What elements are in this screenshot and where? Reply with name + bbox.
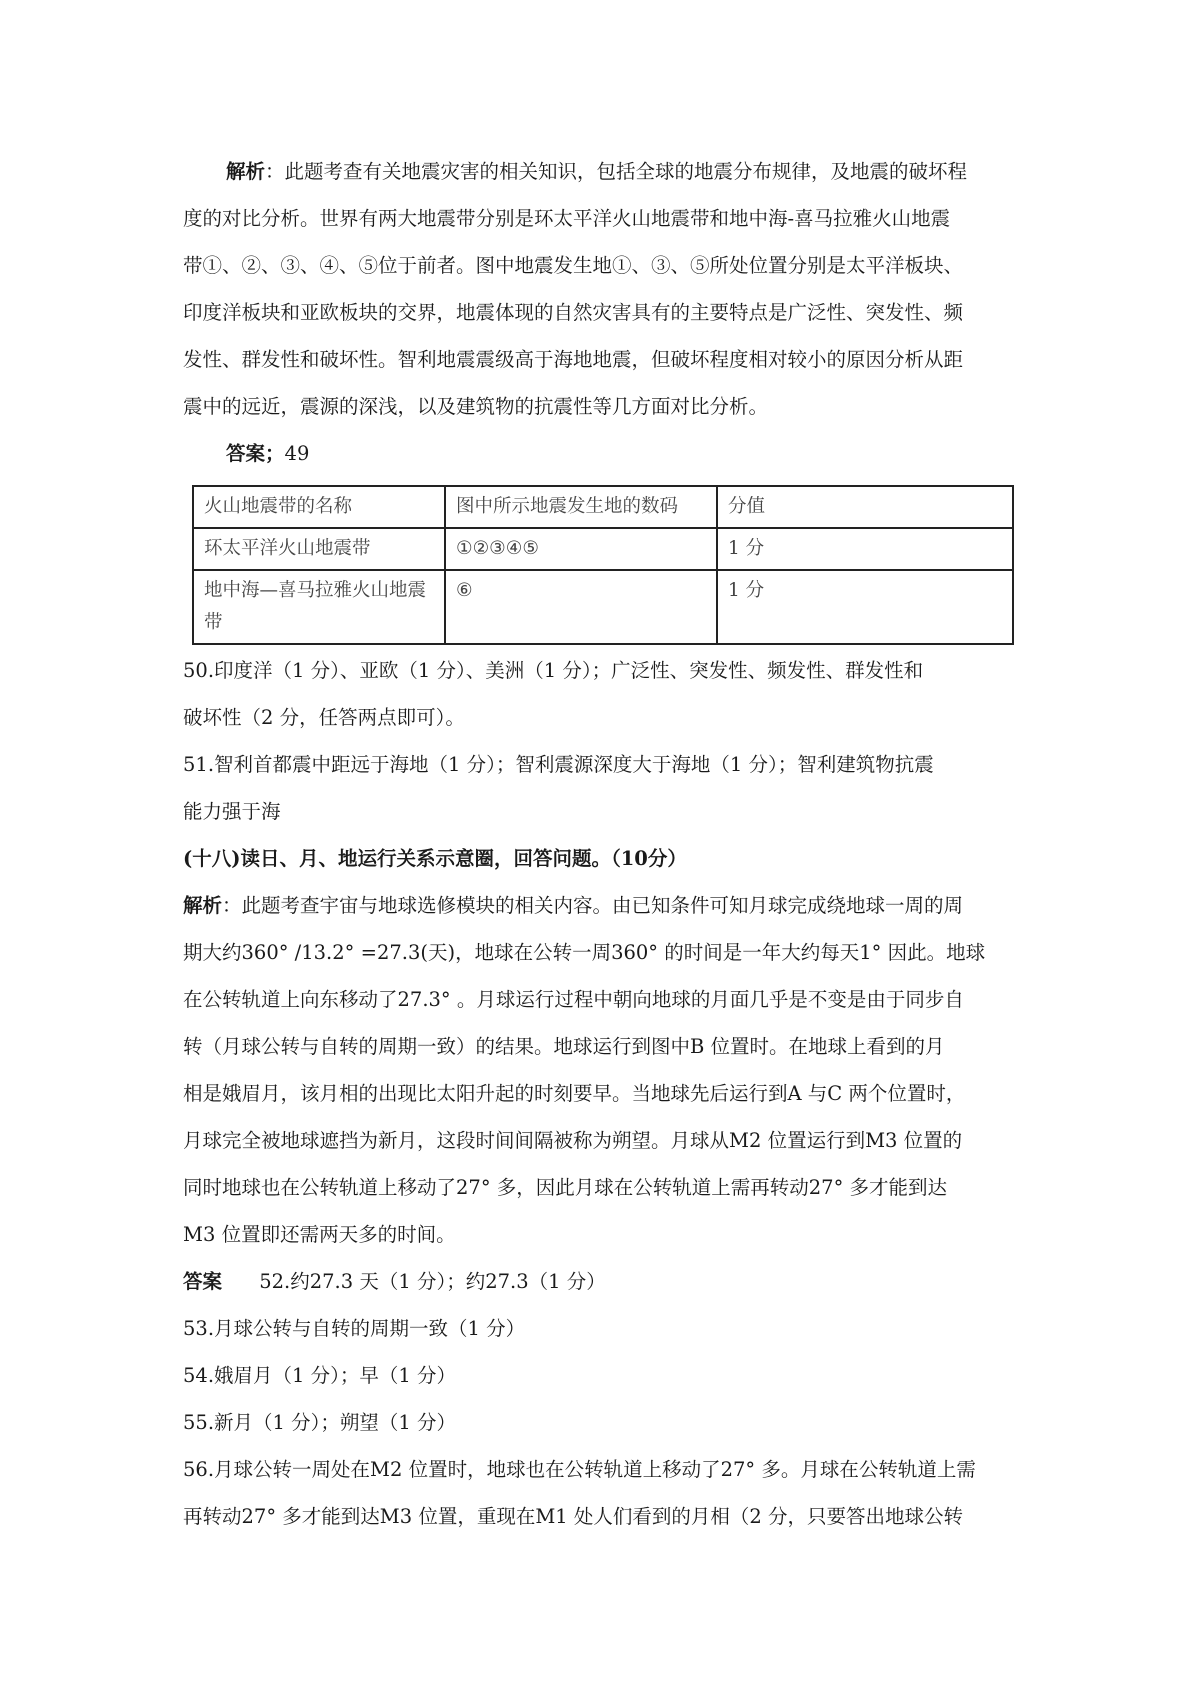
section-18-title: (十八)读日、月、地运行关系示意圈，回答问题。（10分） — [183, 847, 687, 870]
table-cell: ①②③④⑤ — [445, 528, 717, 570]
table-header-cell: 图中所示地震发生地的数码 — [445, 486, 717, 528]
answer-line: 51.智利首都震中距远于海地（1 分）；智利震源深度大于海地（1 分）；智利建筑物抗震 — [183, 753, 934, 776]
answer-line: 破坏性（2 分，任答两点即可）。 — [183, 706, 465, 729]
answer-line: 50.印度洋（1 分）、亚欧（1 分）、美洲（1 分）；广泛性、突发性、频发性、群发性和 — [183, 659, 924, 682]
answer-1-number: 49 — [284, 442, 310, 465]
analysis-1-line: 印度洋板块和亚欧板块的交界，地震体现的自然灾害具有的主要特点是广泛性、突发性、频 — [183, 301, 964, 324]
analysis-1-label: 解析 — [226, 160, 266, 183]
answer-2 — [183, 1258, 1023, 1540]
analysis-2-line: 相是娥眉月，该月相的出现比太阳升起的时刻要早。当地球先后运行到A 与C 两个位置时， — [183, 1082, 966, 1105]
table-header-cell: 火山地震带的名称 — [193, 486, 445, 528]
table-cell: 1 分 — [717, 528, 1013, 570]
answer-2-label: 答案 — [183, 1270, 223, 1293]
earthquake-belt-table — [192, 485, 1014, 645]
analysis-1-line: 度的对比分析。世界有两大地震带分别是环太平洋火山地震带和地中海-喜马拉雅火山地震 — [183, 207, 951, 230]
table-header-cell: 分值 — [717, 486, 1013, 528]
analysis-2-line: 转（月球公转与自转的周期一致）的结果。地球运行到图中B 位置时。在地球上看到的月 — [183, 1035, 945, 1058]
analysis-2-line: 在公转轨道上向东移动了27.3° 。月球运行过程中朝向地球的月面几乎是不变是由于同步自 — [183, 988, 964, 1011]
analysis-1-line: 震中的远近，震源的深浅，以及建筑物的抗震性等几方面对比分析。 — [183, 395, 769, 418]
analysis-2-line: 月球完全被地球遮挡为新月，这段时间间隔被称为朔望。月球从M2 位置运行到M3 位置的 — [183, 1129, 963, 1152]
table-cell: ⑥ — [445, 570, 717, 644]
answer-line: 再转动27° 多才能到达M3 位置，重现在M1 处人们看到的月相（2 分，只要答出地球公转 — [183, 1505, 964, 1528]
answer-line: 53.月球公转与自转的周期一致（1 分） — [183, 1317, 526, 1340]
analysis-1-line: 带①、②、③、④、⑤位于前者。图中地震发生地①、③、⑤所处位置分别是太平洋板块、 — [183, 254, 964, 277]
analysis-2-line: M3 位置即还需两天多的时间。 — [183, 1223, 456, 1246]
analysis-2 — [183, 882, 1023, 1258]
analysis-1-line: 发性、群发性和破坏性。智利地震震级高于海地地震，但破坏程度相对较小的原因分析从距 — [183, 348, 964, 371]
analysis-1-line: ：此题考查有关地震灾害的相关知识，包括全球的地震分布规律，及地震的破坏程 — [265, 160, 968, 183]
table-row — [193, 570, 1013, 644]
answer-line: 56.月球公转一周处在M2 位置时，地球也在公转轨道上移动了27° 多。月球在公转轨道上需 — [183, 1458, 976, 1481]
analysis-2-line: 期大约360° /13.2° =27.3(天)，地球在公转一周360° 的时间是一年大约每天1° 因此。地球 — [183, 941, 986, 964]
table-cell: 1 分 — [717, 570, 1013, 644]
table-cell: 环太平洋火山地震带 — [193, 528, 445, 570]
table-header-row — [193, 486, 1013, 528]
answer-line: 55.新月（1 分）；朔望（1 分） — [183, 1411, 456, 1434]
answer-1: 答案；49 — [226, 442, 310, 465]
analysis-2-label: 解析 — [183, 894, 223, 917]
analysis-2-line: 同时地球也在公转轨道上移动了27° 多，因此月球在公转轨道上需再转动27° 多才能到达 — [183, 1176, 948, 1199]
answer-line: 能力强于海 — [183, 800, 281, 823]
answers-50-51 — [183, 647, 1023, 835]
answer-line: 54.娥眉月（1 分）；早（1 分） — [183, 1364, 456, 1387]
document-page — [183, 148, 1023, 1540]
analysis-2-line: ：此题考查宇宙与地球选修模块的相关内容。由已知条件可知月球完成绕地球一周的周 — [222, 894, 964, 917]
answer-1-label: 答案 — [226, 442, 266, 465]
table-row — [193, 528, 1013, 570]
table-cell: 地中海—喜马拉雅火山地震带 — [193, 570, 445, 644]
answer-line: 52.约27.3 天（1 分）；约27.3（1 分） — [259, 1270, 606, 1293]
analysis-1 — [183, 148, 1023, 430]
